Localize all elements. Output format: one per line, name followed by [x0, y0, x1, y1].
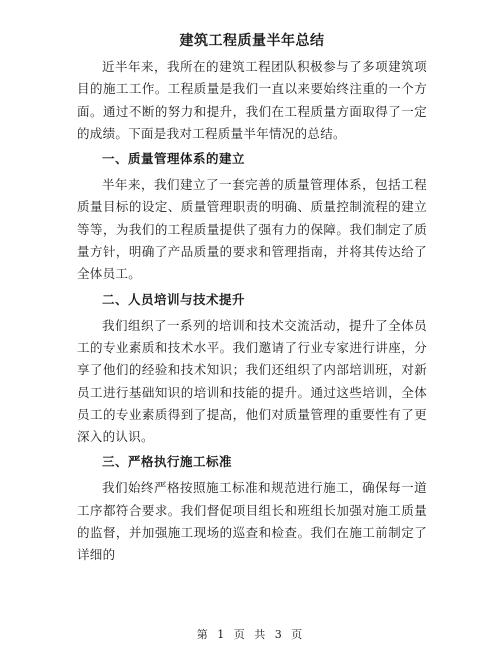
intro-paragraph: 近半年来，我所在的建筑工程团队积极参与了多项建筑项目的施工工作。工程质量是我们一直以来要始终注重的一个方面。通过不断的努力和提升，我们在工程质量方面取得了一定的成绩。下面是我对工程质量半年情况的总结。 — [77, 59, 427, 141]
page-title: 建筑工程质量半年总结 — [179, 33, 325, 49]
section-heading-standards: 三、严格执行施工标准 — [102, 454, 233, 470]
page-number-footer: 第 1 页 共 3 页 — [196, 628, 306, 641]
document-body — [77, 32, 427, 567]
section-heading-quality-system: 一、质量管理体系的建立 — [102, 151, 246, 167]
section-body-standards: 我们始终严格按照施工标准和规范进行施工，确保每一道工序都符合要求。我们督促项目组长和班组长加强对施工质量的监督，并加强施工现场的巡查和检查。我们在施工前制定了详细的 — [77, 480, 427, 563]
section-heading-training: 二、人员培训与技术提升 — [102, 291, 246, 307]
section-body-quality-system: 半年来，我们建立了一套完善的质量管理体系，包括工程质量目标的设定、质量管理职责的明确、质量控制流程的建立等等，为我们的工程质量提供了强有力的保障。我们制定了质量方针，明确了产品质量的要求和管理指南，并将其传达给了全体员工。 — [77, 177, 427, 282]
section-body-training: 我们组织了一系列的培训和技术交流活动，提升了全体员工的专业素质和技术水平。我们邀请了行业专家进行讲座，分享了他们的经验和技术知识；我们还组织了内部培训班，对新员工进行基础知识的培训和技能的提升。通过这些培训，全体员工的专业素质得到了提高，他们对质量管理的重要性有了更深入的认识。 — [77, 317, 427, 445]
